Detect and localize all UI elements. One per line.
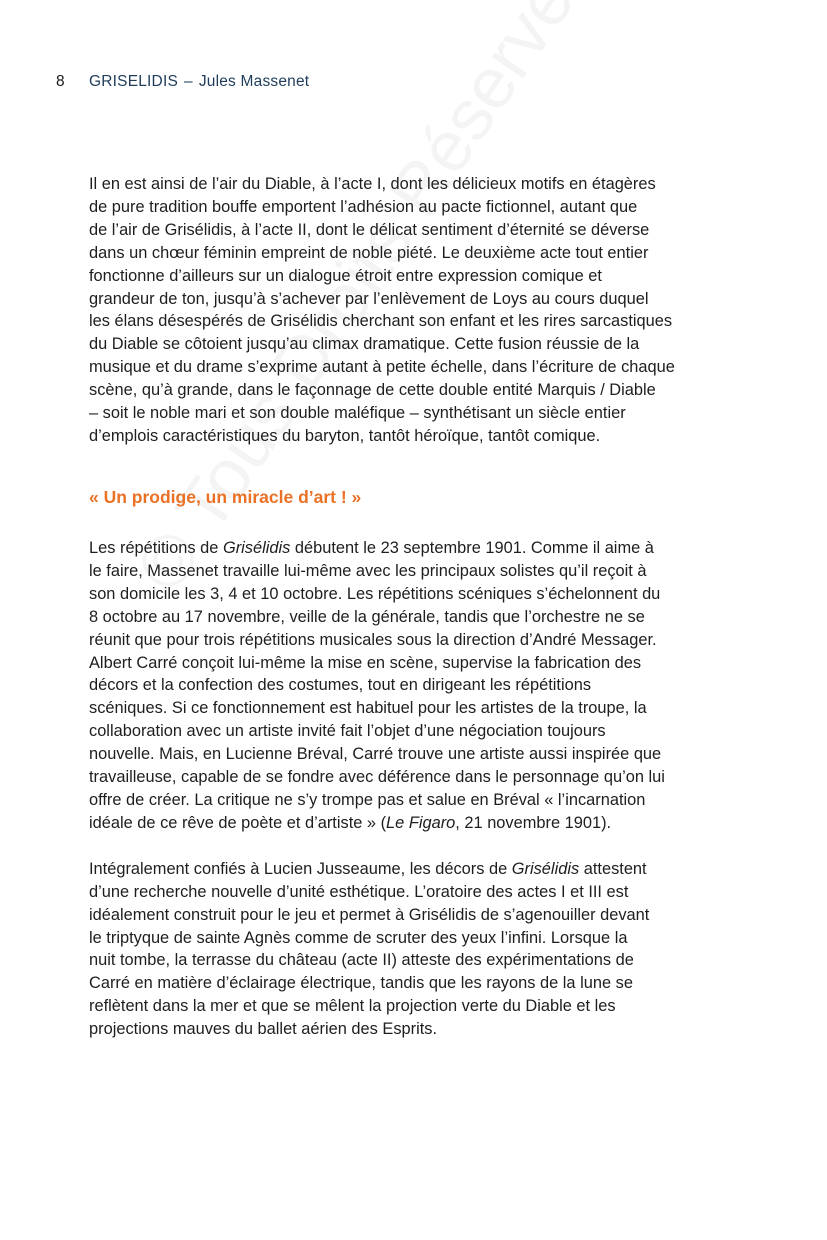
- text-line: [89, 812, 749, 835]
- text-run: attestent: [579, 859, 647, 878]
- text-line: son domicile les 3, 4 et 10 octobre. Les répétitions scéniques s’échelonnent du: [89, 584, 661, 603]
- text-run: Les répétitions de: [89, 539, 223, 557]
- text-line: décors et la confection des costumes, tout en dirigeant les répétitions: [89, 676, 592, 695]
- paragraph: [89, 537, 749, 835]
- text-line: [89, 537, 749, 560]
- text-run: , 21 novembre 1901).: [455, 813, 612, 832]
- text-line: Il en est ainsi de l’air du Diable, à l’acte I, dont les délicieux motifs en étagères: [89, 175, 656, 193]
- italic-title: Grisélidis: [222, 539, 291, 557]
- text-line: scéniques. Si ce fonctionnement est habituel pour les artistes de la troupe, la: [89, 699, 647, 718]
- text-line: projections mauves du ballet aérien des Esprits.: [89, 1020, 438, 1039]
- body-section-1: [89, 173, 749, 448]
- text-line: le faire, Massenet travaille lui-même avec les principaux solistes qu’il reçoit à: [89, 561, 647, 580]
- text-run: Intégralement confiés à Lucien Jusseaume, les décors de: [89, 859, 512, 878]
- text-line: du Diable se côtoient jusqu’au climax dramatique. Cette fusion réussie de la: [89, 335, 640, 354]
- header-title: GRISELIDIS: [89, 73, 178, 90]
- text-line: Carré en matière d’éclairage électrique, tandis que les rayons de la lune se: [89, 974, 633, 993]
- text-line: d’une recherche nouvelle d’unité esthétique. L’oratoire des actes I et III est: [89, 882, 629, 901]
- text-line: reflètent dans la mer et que se mêlent la projection verte du Diable et les: [89, 997, 616, 1016]
- text-line: musique et du drame s’exprime autant à petite échelle, dans l’écriture de chaque: [89, 358, 675, 377]
- text-line: les élans désespérés de Grisélidis cherchant son enfant et les rires sarcastiques: [89, 312, 673, 331]
- header-separator: –: [184, 73, 193, 90]
- text-line: réunit que pour trois répétitions musicales sous la direction d’André Messager.: [89, 630, 657, 649]
- text-run: débutent le 23 septembre 1901. Comme il aime à: [290, 539, 654, 557]
- text-line: d’emplois caractéristiques du baryton, tantôt héroïque, tantôt comique.: [89, 426, 601, 445]
- text-line: grandeur de ton, jusqu’à s’achever par l’enlèvement de Loys au cours duquel: [89, 289, 649, 308]
- text-line: idéalement construit pour le jeu et permet à Grisélidis de s’agenouiller devant: [89, 905, 650, 924]
- text-line: – soit le noble mari et son double maléfique – synthétisant un siècle entier: [89, 404, 626, 423]
- text-line: de pure tradition bouffe emportent l’adhésion au pacte fictionnel, autant que: [89, 197, 638, 216]
- text-line: le triptyque de sainte Agnès comme de scruter des yeux l’infini. Lorsque la: [89, 928, 628, 947]
- text-run: idéale de ce rêve de poète et d’artiste » (: [89, 813, 387, 832]
- header-author: Jules Massenet: [198, 73, 310, 90]
- text-line: collaboration avec un artiste invité fait l’objet d’une négociation toujours: [89, 722, 606, 741]
- text-line: Albert Carré conçoit lui-même la mise en scène, supervise la fabrication des: [89, 653, 642, 672]
- italic-title: Grisélidis: [511, 859, 580, 878]
- running-header: [56, 73, 309, 91]
- text-line: [89, 858, 749, 881]
- body-section-2: [89, 537, 749, 1064]
- text-line: de l’air de Grisélidis, à l’acte II, dont le délicat sentiment d’éternité se déverse: [89, 220, 650, 239]
- text-line: scène, qu’à grande, dans le façonnage de cette double entité Marquis / Diable: [89, 381, 656, 400]
- paragraph: [89, 858, 749, 1041]
- text-line: fonctionne d’ailleurs sur un dialogue étroit entre expression comique et: [89, 266, 602, 285]
- italic-title: Le Figaro: [386, 813, 456, 832]
- text-line: travailleuse, capable de se fondre avec déférence dans le personnage qu’on lui: [89, 768, 665, 787]
- section-heading: « Un prodige, un miracle d’art ! »: [89, 487, 362, 507]
- text-line: nouvelle. Mais, en Lucienne Bréval, Carré trouve une artiste aussi inspirée que: [89, 745, 662, 764]
- text-line: nuit tombe, la terrasse du château (acte II) atteste des expérimentations de: [89, 951, 634, 970]
- text-line: offre de créer. La critique ne s’y trompe pas et salue en Bréval « l’incarnation: [89, 790, 646, 809]
- text-line: dans un chœur féminin empreint de noble piété. Le deuxième acte tout entier: [89, 243, 649, 262]
- text-line: 8 octobre au 17 novembre, veille de la générale, tandis que l’orchestre ne se: [89, 607, 645, 626]
- paragraph: [89, 173, 749, 448]
- page-number: 8: [56, 73, 65, 90]
